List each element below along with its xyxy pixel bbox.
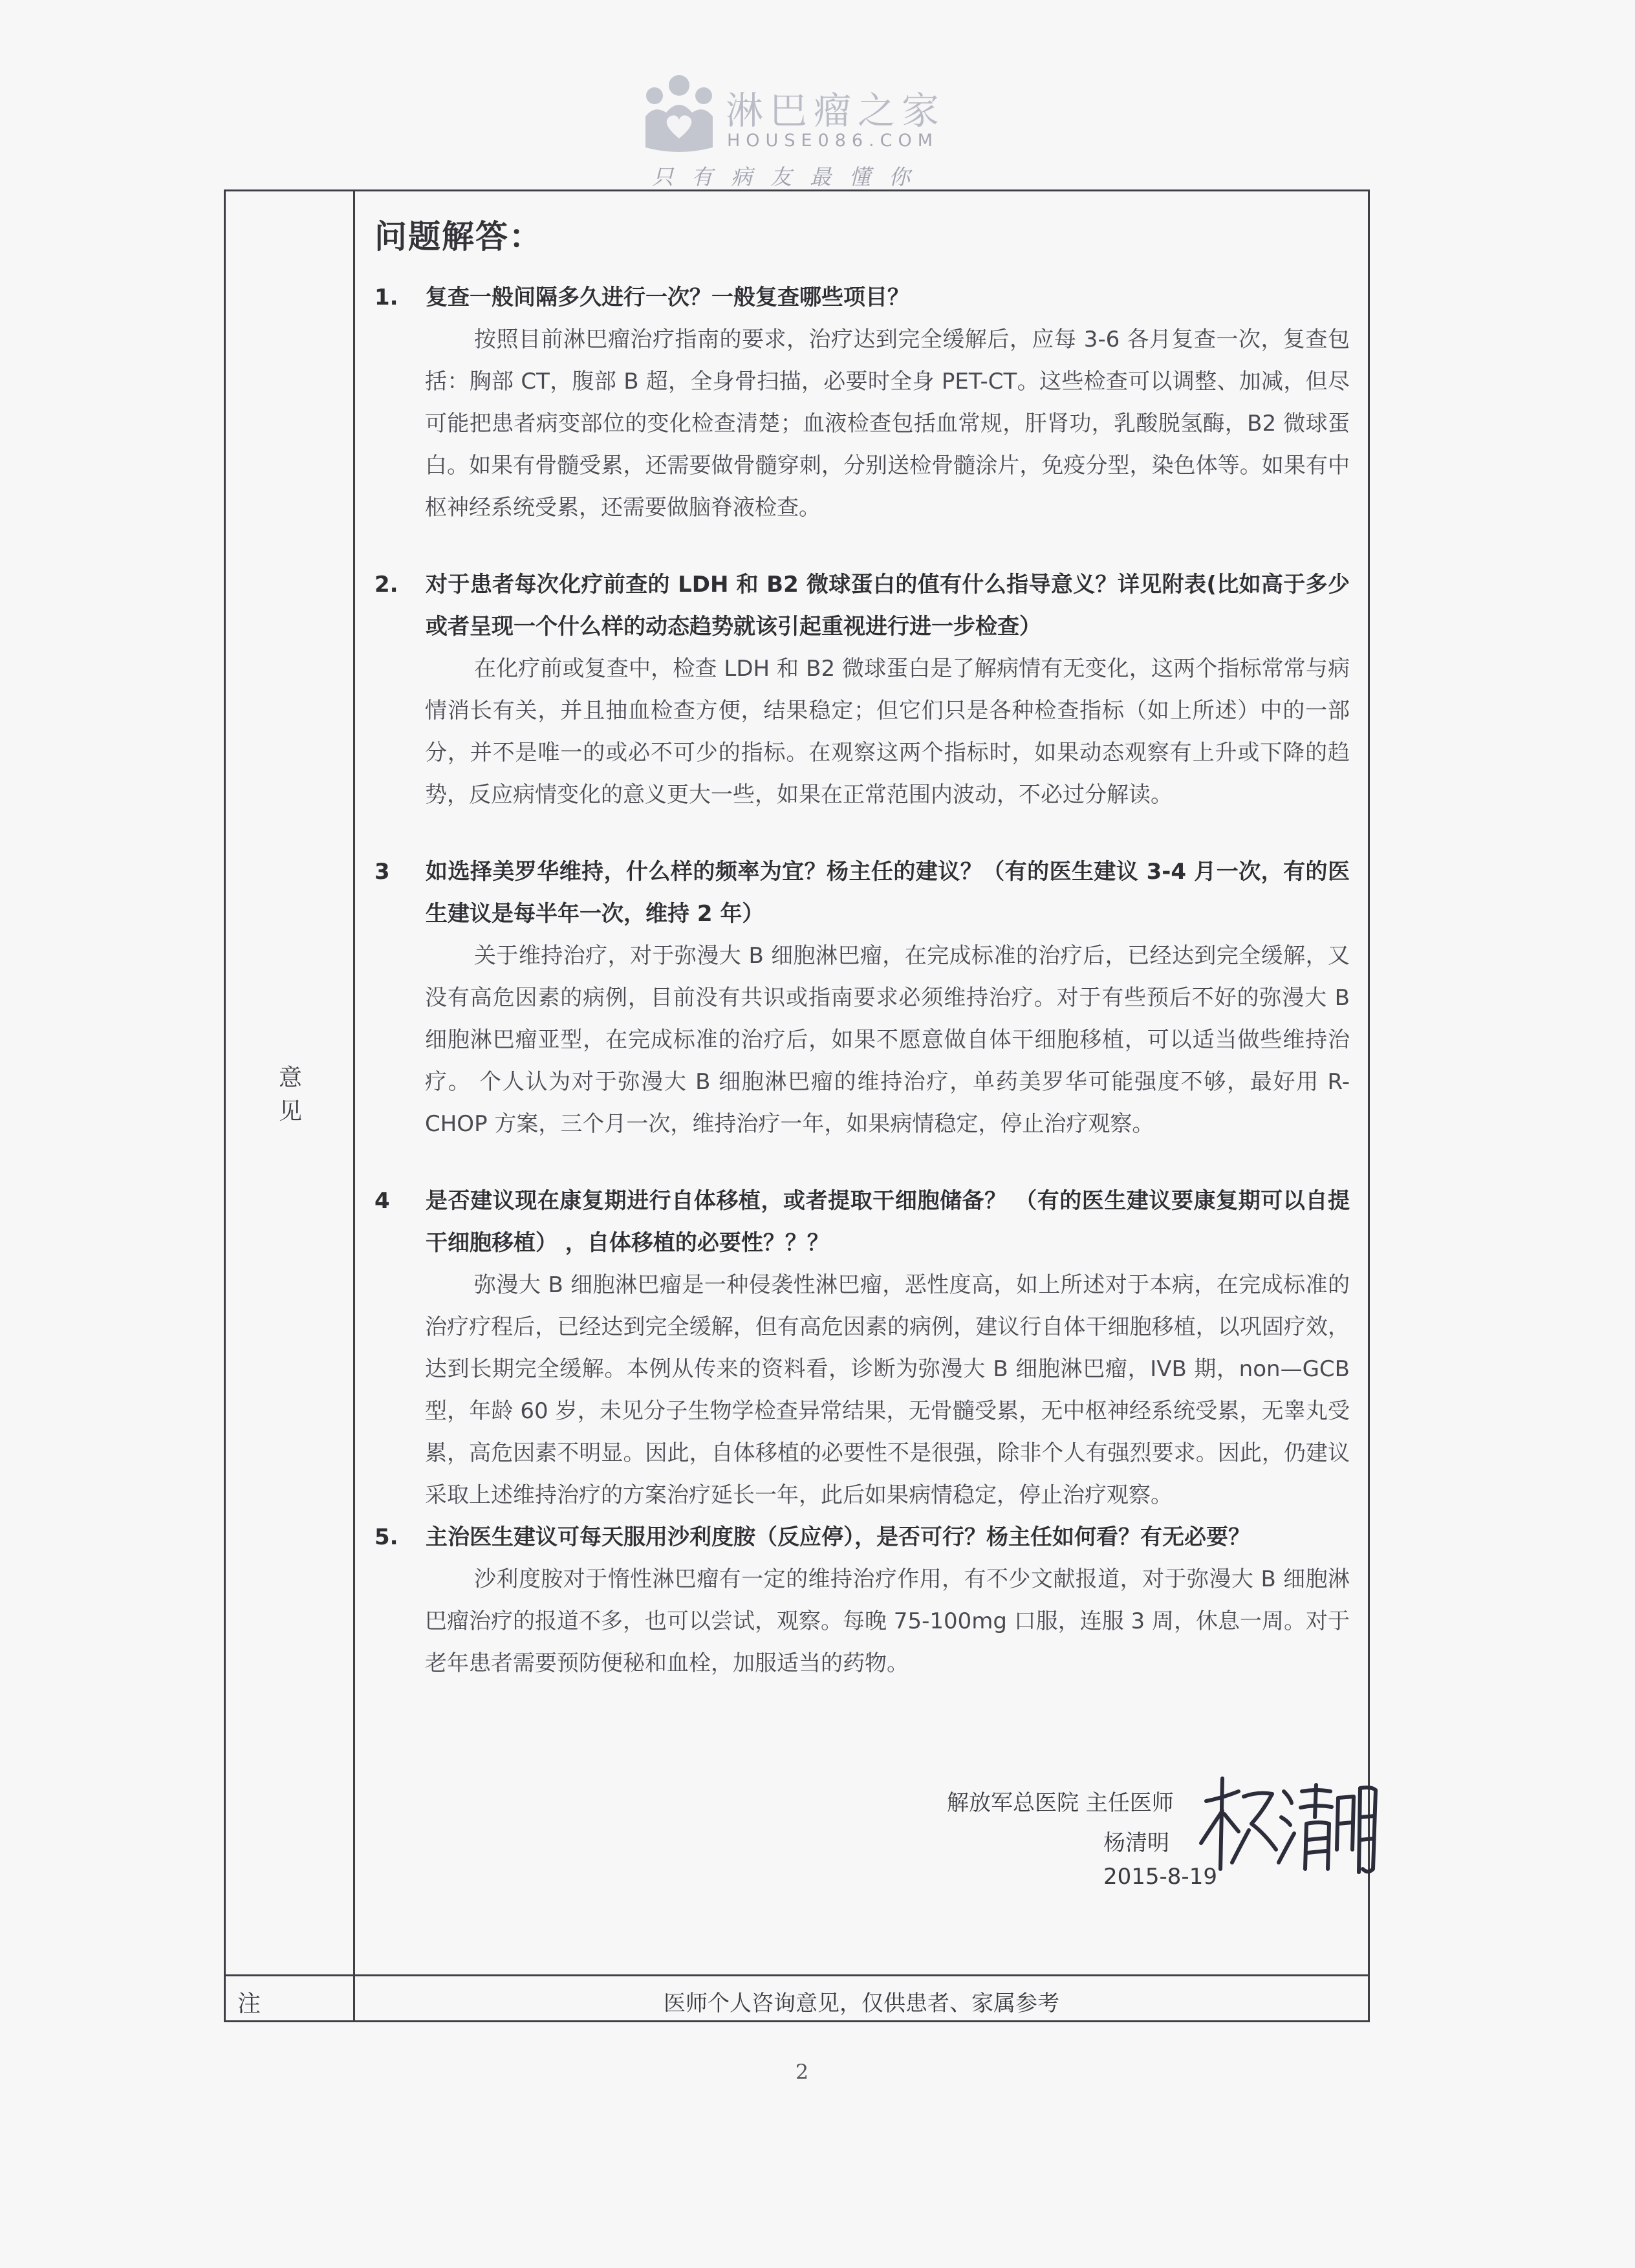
note-text: 医师个人咨询意见，仅供患者、家属参考	[664, 1991, 1059, 2016]
answers-section	[367, 211, 1350, 1720]
question-number: 3	[374, 859, 390, 885]
qa-item	[367, 851, 1350, 1145]
qa-item	[367, 1180, 1350, 1517]
question-text: 如选择美罗华维持，什么样的频率为宜？杨主任的建议？（有的医生建议 3-4 月一次，有的医生建议是每半年一次，维持 2 年）	[426, 859, 1350, 927]
family-heart-emblem-icon	[640, 71, 718, 155]
site-name: 淋巴瘤之家	[726, 89, 946, 133]
answer-text: 按照目前淋巴瘤治疗指南的要求，治疗达到完全缓解后，应每 3-6 各月复查一次，复查包括：胸部 CT，腹部 B 超，全身骨扫描，必要时全身 PET-CT。这些检查可以调整、加减，但尽可能把患者病变部位的变化检查清楚；血液检查包括血常规，肝肾功，乳酸脱氢酶，B2 微球蛋白。如果有骨髓受累，还需要做骨髓穿刺，分别送检骨髓涂片，免疫分型，染色体等。如果有中枢神经系统受累，还需要做脑脊液检查。	[425, 327, 1350, 521]
hospital-title: 解放军总医院 主任医师	[947, 1790, 1174, 1816]
consultation-form	[224, 189, 1370, 2022]
page-number: 2	[795, 2060, 809, 2084]
signature-date: 2015-8-19	[1103, 1864, 1217, 1890]
handwritten-signature-icon	[1193, 1772, 1381, 1882]
question-number: 5.	[374, 1524, 398, 1550]
qa-item	[367, 564, 1350, 816]
question-number: 2.	[374, 572, 398, 598]
note-label: 注	[237, 1991, 261, 2017]
qa-item	[367, 1517, 1350, 1685]
answer-text: 关于维持治疗，对于弥漫大 B 细胞淋巴瘤，在完成标准的治疗后，已经达到完全缓解，又没有高危因素的病例，目前没有共识或指南要求必须维持治疗。对于有些预后不好的弥漫大 B 细胞淋巴瘤亚型，在完成标准的治疗后，如果不愿意做自体干细胞移植，可以适当做些维持治疗。 个人认为对于弥漫大 B 细胞淋巴瘤的维持治疗，单药美罗华可能强度不够，最好用 R-CHOP 方案，三个月一次，维持治疗一年，如果病情稳定，停止治疗观察。	[425, 943, 1350, 1137]
section-heading: 问题解答：	[374, 218, 543, 255]
qa-item	[367, 277, 1350, 529]
site-url: HOUSE086.COM	[727, 131, 939, 151]
row-divider	[226, 1974, 1368, 1976]
answer-text: 沙利度胺对于惰性淋巴瘤有一定的维持治疗作用，有不少文献报道，对于弥漫大 B 细胞淋巴瘤治疗的报道不多，也可以尝试，观察。每晚 75-100mg 口服，连服 3 周，休息一周。对于老年患者需要预防便秘和血栓，加服适当的药物。	[425, 1566, 1350, 1676]
column-divider	[353, 191, 355, 2020]
question	[367, 564, 1350, 648]
question-text: 复查一般间隔多久进行一次？一般复查哪些项目？	[426, 285, 909, 310]
question-text: 主治医生建议可每天服用沙利度胺（反应停），是否可行？杨主任如何看？有无必要？	[426, 1524, 1250, 1550]
opinion-label: 意见	[278, 1064, 302, 1125]
question	[367, 851, 1350, 935]
answer-text: 在化疗前或复查中，检查 LDH 和 B2 微球蛋白是了解病情有无变化，这两个指标常常与病情消长有关，并且抽血检查方便，结果稳定；但它们只是各种检查指标（如上所述）中的一部分，并不是唯一的或必不可少的指标。在观察这两个指标时，如果动态观察有上升或下降的趋势，反应病情变化的意义更大一些，如果在正常范围内波动，不必过分解读。	[425, 656, 1350, 808]
question-text: 是否建议现在康复期进行自体移植，或者提取干细胞储备？ （有的医生建议要康复期可以自提干细胞移植） ，自体移植的必要性？？？	[426, 1188, 1350, 1256]
question	[367, 277, 1350, 319]
doctor-name: 杨清明	[1103, 1830, 1169, 1856]
site-slogan: 只有病友最懂你	[652, 164, 928, 189]
answer-text: 弥漫大 B 细胞淋巴瘤是一种侵袭性淋巴瘤，恶性度高，如上所述对于本病，在完成标准的治疗疗程后，已经达到完全缓解，但有高危因素的病例，建议行自体干细胞移植，以巩固疗效，达到长期完全缓解。本例从传来的资料看，诊断为弥漫大 B 细胞淋巴瘤，IVB 期，non—GCB 型，年龄 60 岁，未见分子生物学检查异常结果，无骨髓受累，无中枢神经系统受累，无睾丸受累，高危因素不明显。因此，自体移植的必要性不是很强，除非个人有强烈要求。因此，仍建议采取上述维持治疗的方案治疗延长一年，此后如果病情稳定，停止治疗观察。	[425, 1272, 1350, 1508]
question-number: 1.	[374, 285, 398, 310]
question-text: 对于患者每次化疗前查的 LDH 和 B2 微球蛋白的值有什么指导意义？详见附表(比如高于多少或者呈现一个什么样的动态趋势就该引起重视进行进一步检查）	[426, 572, 1350, 640]
question	[367, 1180, 1350, 1264]
question	[367, 1517, 1350, 1559]
site-logo	[640, 71, 1028, 194]
question-number: 4	[374, 1188, 390, 1214]
